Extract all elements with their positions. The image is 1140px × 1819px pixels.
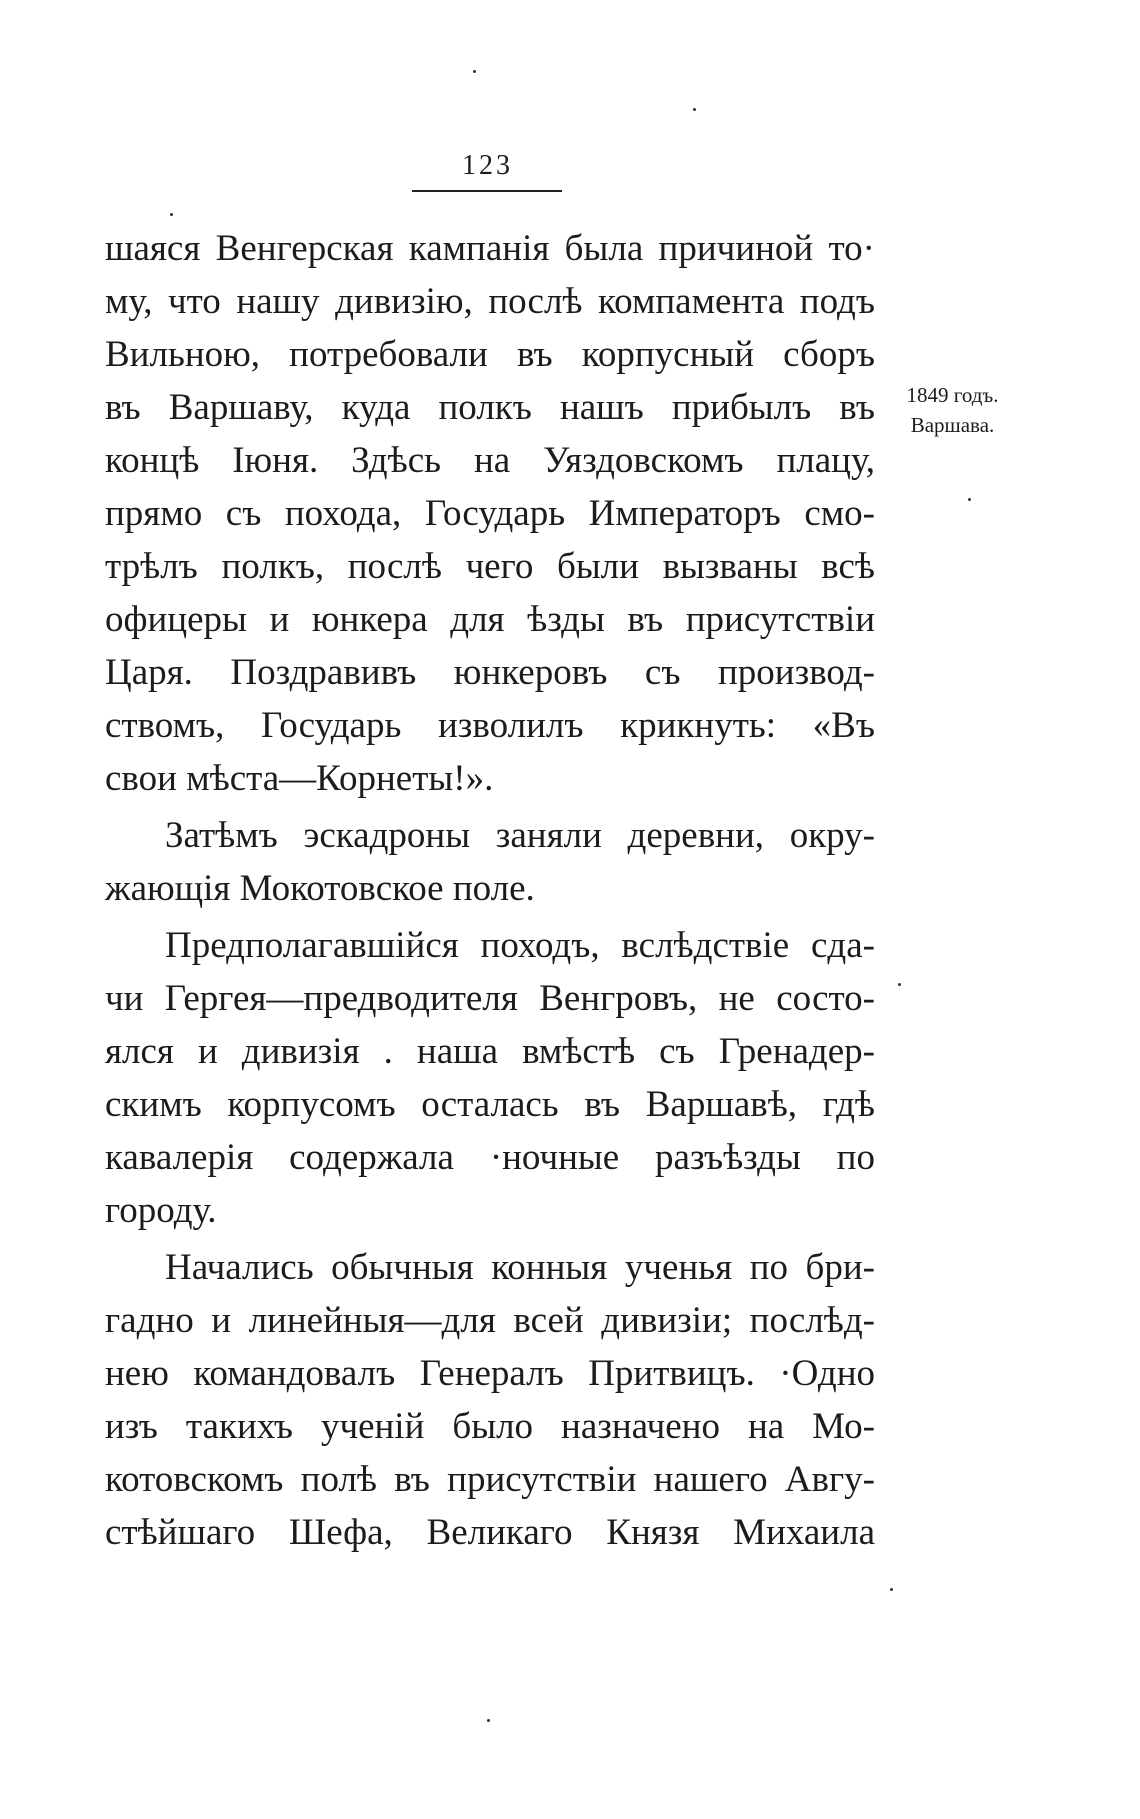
scan-speck (473, 70, 476, 73)
text-line: кавалерія содержала ·ночные разъѣзды по (105, 1137, 875, 1178)
text-line: городу. (105, 1190, 217, 1231)
marginal-note (885, 380, 1020, 440)
marginal-note-year: 1849 годъ. (906, 383, 999, 407)
text-line: му, что нашу дивизію, послѣ компамента подъ (105, 281, 875, 322)
page-number-rule (412, 190, 562, 192)
text-line: офицеры и юнкера для ѣзды въ присутствіи (105, 599, 875, 640)
scan-speck (170, 213, 173, 216)
text-line: Вильною, потребовали въ корпусный сборъ (105, 334, 875, 375)
text-line: Предполагавшійся походъ, вслѣдствіе сда- (165, 925, 875, 966)
text-line: нею командовалъ Генералъ Притвицъ. ·Одно (105, 1353, 875, 1394)
text-line: котовскомъ полѣ въ присутствіи нашего Авгу- (105, 1459, 875, 1500)
text-line: Царя. Поздравивъ юнкеровъ съ производ- (105, 652, 875, 693)
text-line: Затѣмъ эскадроны заняли деревни, окру- (165, 815, 875, 856)
text-line: изъ такихъ ученій было назначено на Мо- (105, 1406, 875, 1447)
text-line: шаяся Венгерская кампанія была причиной то· (105, 228, 875, 269)
text-line: ствомъ, Государь изволилъ крикнуть: «Въ (105, 705, 875, 746)
marginal-note-place: Варшава. (910, 413, 995, 437)
text-line: Начались обычныя конныя ученья по бри- (165, 1247, 875, 1288)
text-line: свои мѣста—Корнеты!». (105, 758, 494, 799)
text-line: чи Гергея—предводителя Венгровъ, не состо- (105, 978, 875, 1019)
text-line: концѣ Іюня. Здѣсь на Уяздовскомъ плацу, (105, 440, 875, 481)
page-number: 123 (462, 150, 513, 181)
text-line: гадно и линейныя—для всей дивизіи; послѣд- (105, 1300, 875, 1341)
text-line: въ Варшаву, куда полкъ нашъ прибылъ въ (105, 387, 875, 428)
text-line: трѣлъ полкъ, послѣ чего были вызваны всѣ (105, 546, 875, 587)
text-line: прямо съ похода, Государь Императоръ смо- (105, 493, 875, 534)
text-line: скимъ корпусомъ осталась въ Варшавѣ, гдѣ (105, 1084, 875, 1125)
scan-speck (968, 498, 971, 501)
text-line: жающія Мокотовское поле. (105, 868, 535, 909)
scan-speck (487, 1719, 490, 1722)
scan-speck (693, 108, 696, 111)
text-line: ялся и дивизія . наша вмѣстѣ съ Гренадер- (105, 1031, 875, 1072)
scan-speck (898, 983, 901, 986)
text-line: стѣйшаго Шефа, Великаго Князя Михаила (105, 1512, 875, 1553)
body-text (105, 222, 875, 1559)
scan-speck (890, 1588, 893, 1591)
